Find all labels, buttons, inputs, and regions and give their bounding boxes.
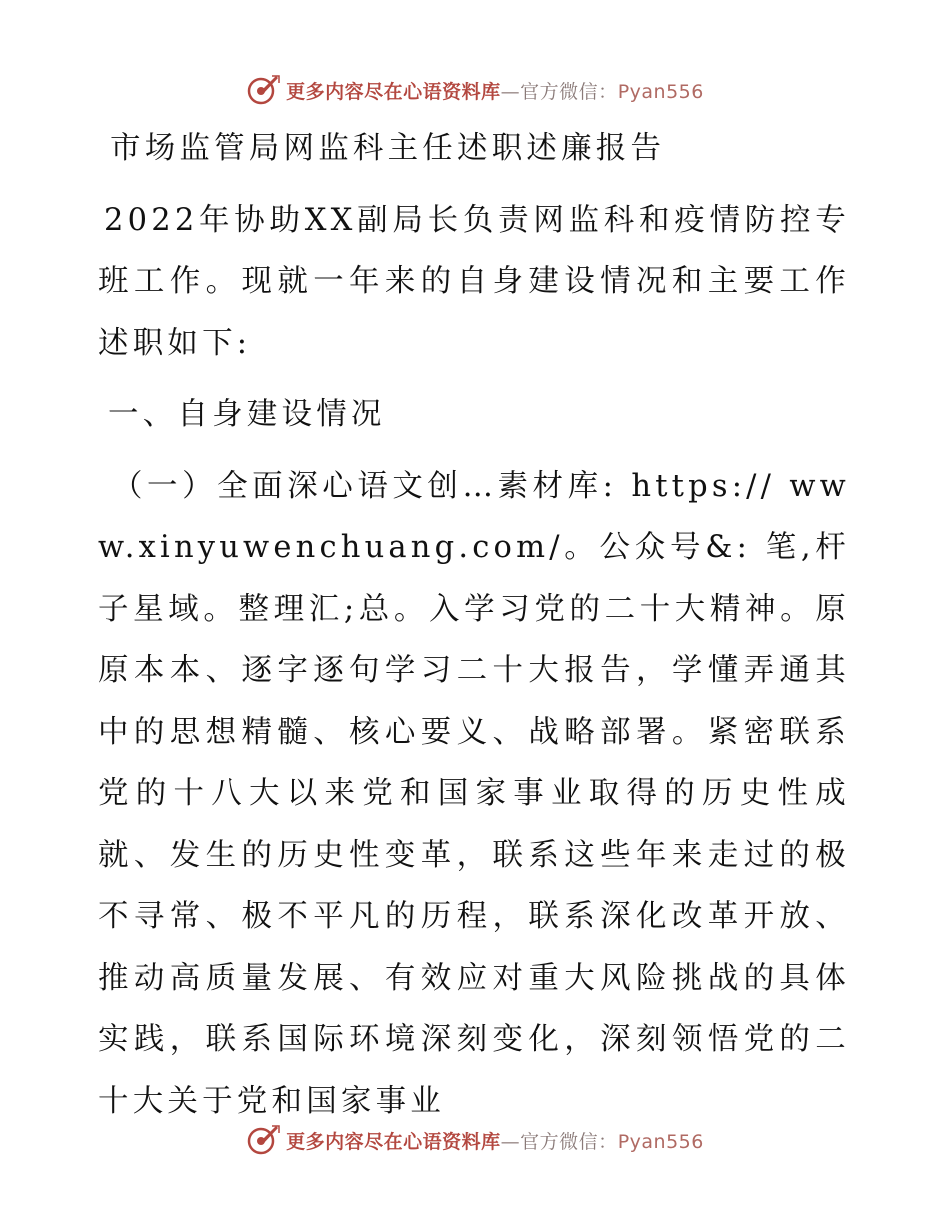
header-watermark <box>0 70 950 110</box>
document-title: 市场监管局网监科主任述职述廉报告 <box>110 131 666 166</box>
section-heading: 一、自身建设情况 <box>108 397 386 432</box>
document-body <box>98 118 850 1132</box>
watermark-text: 更多内容尽在心语资料库—官方微信：Pyan556 <box>286 1130 704 1153</box>
quill-pen-seal-icon <box>246 1123 280 1157</box>
intro-paragraph: 2022年协助XX副局长负责网监科和疫情防控专班工作。现就一年来的自身建设情况和主要工作述职如下: <box>98 202 850 361</box>
body-paragraph: （一）全面深心语文创…素材库: https:// www.xinyuwenchuang.com/。公众号&: 笔,杆子星域。整理汇;总。入学习党的二十大精神。原原本本、逐字逐句学习二十大报告，学懂弄通其中的思想精髓、核心要义、战略部署。紧密联系党的十八大以来党和国家事业取得的历史性成就、发生的历史性变革，联系这些年来走过的极不寻常、极不平凡的历程，联系深化改革开放、推动高质量发展、有效应对重大风险挑战的具体实践，联系国际环境深刻变化，深刻领悟党的二十大关于党和国家事业 <box>98 468 850 1119</box>
watermark-text: 更多内容尽在心语资料库—官方微信：Pyan556 <box>286 80 704 103</box>
footer-watermark <box>0 1120 950 1160</box>
quill-pen-seal-icon <box>246 73 280 107</box>
